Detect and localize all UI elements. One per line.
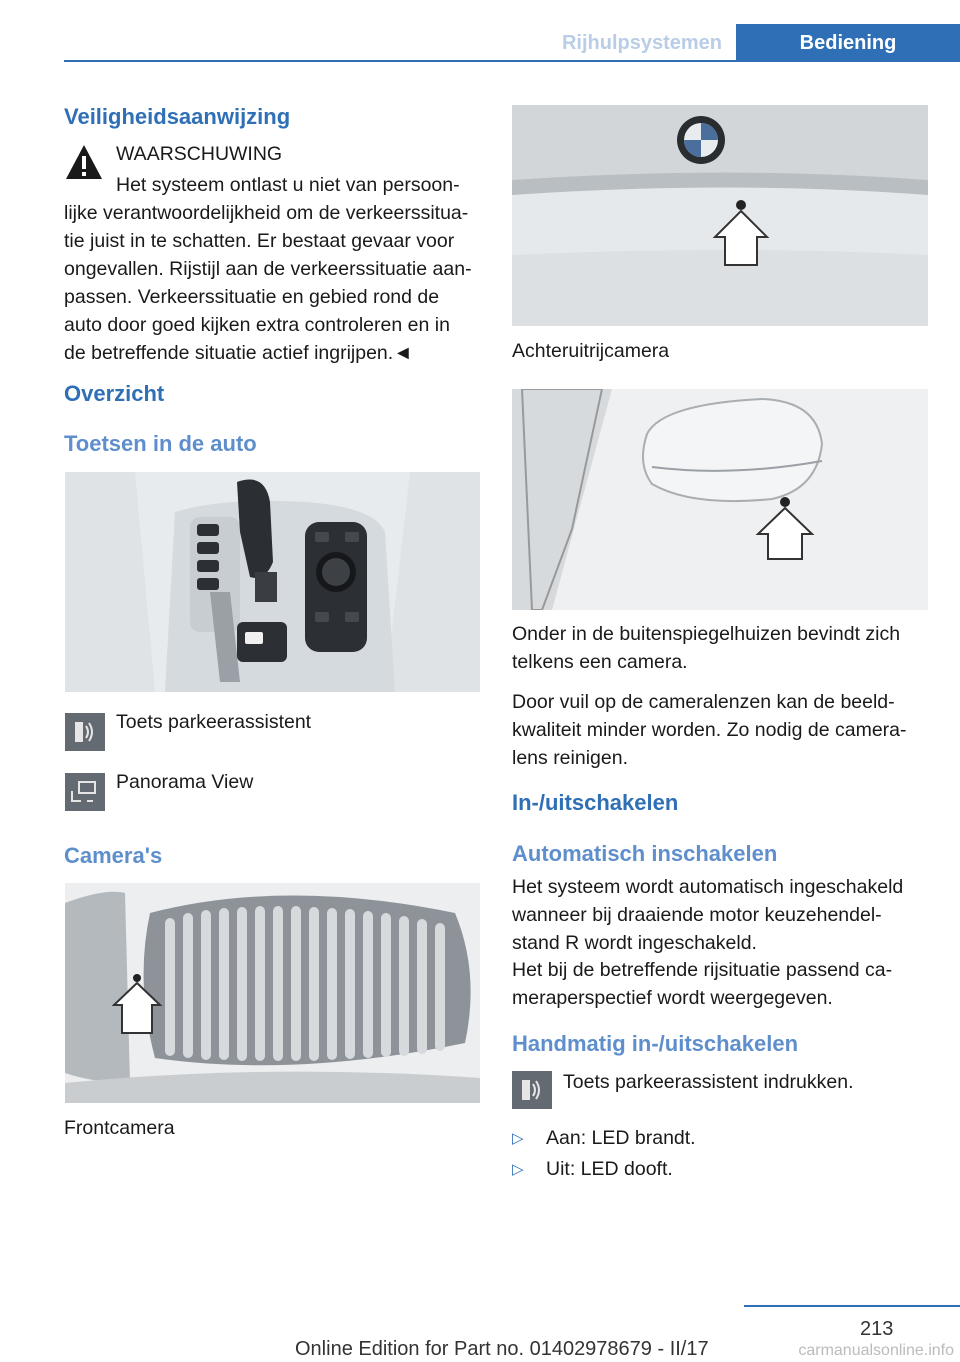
header-active-tab: Bediening: [736, 24, 960, 62]
front-camera-image: [65, 883, 480, 1103]
list-item: [512, 1153, 932, 1184]
text-line: kwaliteit minder worden. Zo nodig de camera‐: [512, 719, 907, 741]
bullet-triangle-icon: ▷: [512, 1160, 524, 1178]
text-line: Onder in de buitenspiegelhuizen bevindt zich: [512, 623, 901, 645]
buttons-heading: Toetsen in de auto: [64, 431, 257, 456]
dirt-warning-text: [512, 688, 932, 772]
panorama-view-button-icon: [65, 773, 105, 811]
warning-triangle-icon: [64, 142, 104, 182]
side-mirror-image: [512, 389, 928, 610]
safety-heading: Veiligheidsaanwijzing: [64, 104, 291, 129]
list-item-text: Uit: LED dooft.: [546, 1157, 673, 1180]
bullet-triangle-icon: ▷: [512, 1129, 524, 1147]
footer-rule: [744, 1305, 960, 1307]
manual-heading: Handmatig in-/uitschakelen: [512, 1031, 799, 1056]
cameras-heading: Camera's: [64, 843, 163, 868]
header-rule: [64, 60, 960, 62]
header-section-tab: Rijhulpsystemen: [561, 31, 723, 54]
manual-text: Toets parkeerassistent indrukken.: [563, 1071, 854, 1093]
warning-line: passen. Verkeerssituatie en gebied rond de: [64, 286, 440, 308]
park-assist-button-icon: [65, 713, 105, 751]
mirror-camera-text: [512, 620, 932, 676]
watermark: carmanualsonline.info: [798, 1342, 954, 1359]
text-line: wanneer bij draaiende motor keuzehendel‐: [512, 904, 882, 926]
warning-line: lijke verantwoordelijkheid om de verkeerssitua‐: [64, 202, 469, 224]
perspective-text: [512, 956, 932, 1012]
text-line: Het systeem wordt automatisch ingeschakeld: [512, 876, 904, 898]
page-number: 213: [860, 1318, 894, 1340]
list-item: [512, 1122, 932, 1153]
park-assist-button-icon: [512, 1071, 552, 1109]
auto-on-heading: Automatisch inschakelen: [512, 841, 778, 866]
warning-first-line: Het systeem ontlast u niet van persoon‐: [116, 174, 460, 196]
auto-on-text: [512, 873, 932, 957]
panorama-view-label: Panorama View: [116, 771, 254, 793]
warning-line: ongevallen. Rijstijl aan de verkeerssituatie aan‐: [64, 258, 472, 280]
warning-line: de betreffende situatie actief ingrijpen.◄: [64, 342, 413, 364]
warning-line: auto door goed kijken extra controleren en in: [64, 314, 450, 336]
text-line: telkens een camera.: [512, 651, 688, 673]
text-line: Het bij de betreffende rijsituatie passend ca‐: [512, 959, 893, 981]
text-line: lens reinigen.: [512, 747, 628, 769]
text-line: stand R wordt ingeschakeld.: [512, 932, 757, 954]
overview-heading: Overzicht: [64, 381, 165, 406]
text-line: meraperspectief wordt weergegeven.: [512, 987, 833, 1009]
edition-text: Online Edition for Part no. 01402978679 - II/17: [295, 1338, 709, 1360]
center-console-image: [65, 472, 480, 692]
warning-line: tie juist in te schatten. Er bestaat gevaar voor: [64, 230, 455, 252]
bullet-list: [512, 1122, 932, 1184]
rear-camera-image: [512, 105, 928, 326]
warning-text: [64, 199, 484, 367]
onoff-heading: In-/uitschakelen: [512, 790, 679, 815]
rear-camera-caption: Achteruitrijcamera: [512, 340, 670, 362]
list-item-text: Aan: LED brandt.: [546, 1126, 696, 1149]
text-line: Door vuil op de cameralenzen kan de beeld‐: [512, 691, 895, 713]
park-assist-label: Toets parkeerassistent: [116, 711, 312, 733]
warning-label: WAARSCHUWING: [116, 143, 283, 165]
front-camera-caption: Frontcamera: [64, 1117, 175, 1139]
